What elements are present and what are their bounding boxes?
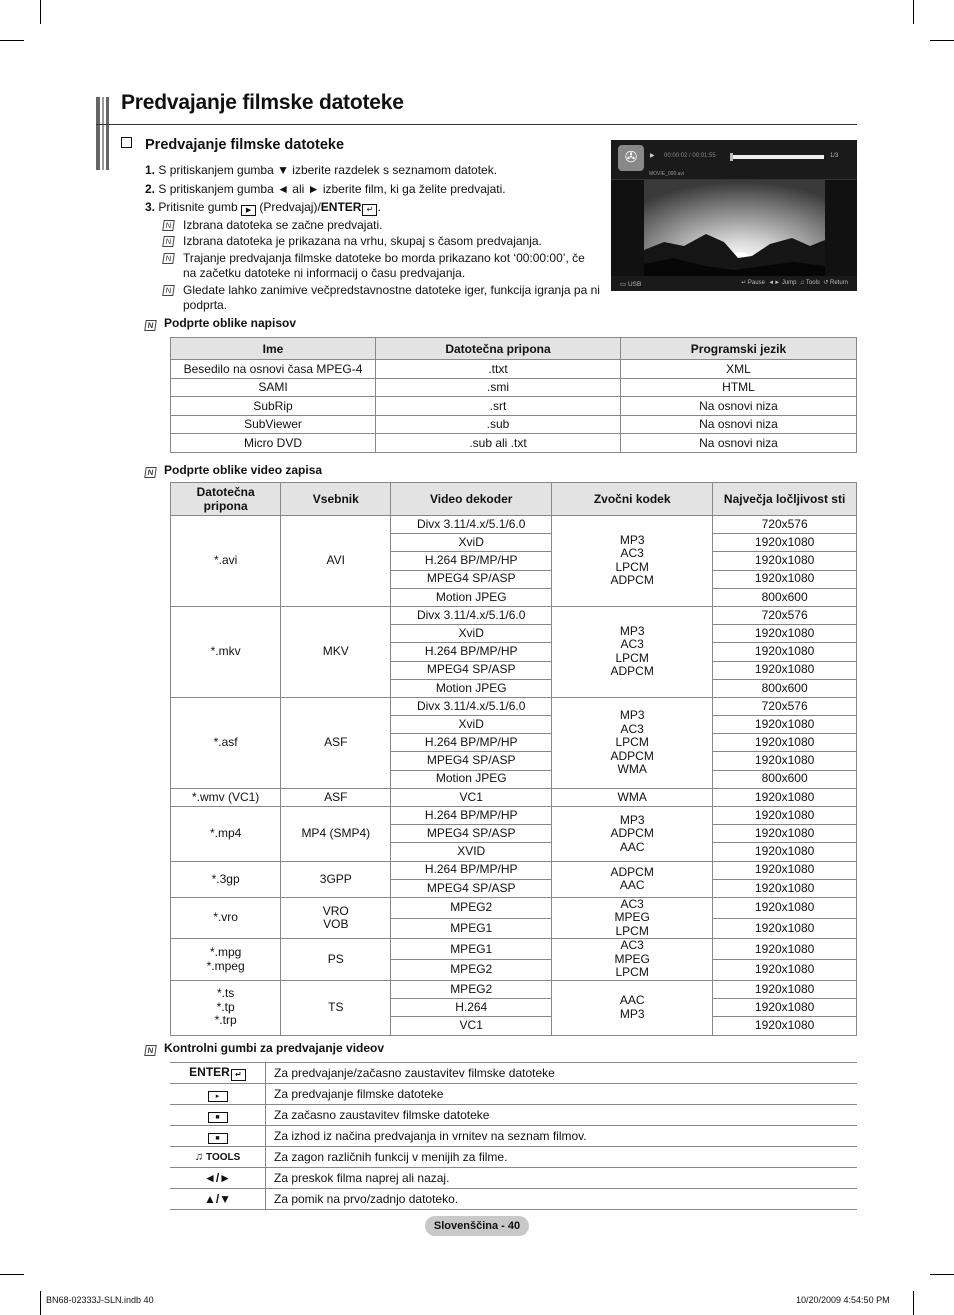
cell-resolution: 1920x1080 (713, 939, 857, 960)
table-header: Zvočni kodek (552, 483, 713, 516)
cell-ext: *.wmv (VC1) (171, 788, 281, 806)
usb-icon: ▭ (620, 281, 627, 288)
table-cell: SubViewer (171, 415, 376, 434)
player-bottom-bar (611, 276, 857, 291)
control-description: Za pomik na prvo/zadnjo datoteko. (266, 1189, 858, 1210)
enter-icon: ↵ (741, 280, 747, 286)
table-cell: .sub (376, 415, 621, 434)
print-date: 10/20/2009 4:54:50 PM (796, 1295, 890, 1305)
table-header: Datotečna pripona (376, 338, 621, 360)
cell-resolution: 1920x1080 (713, 843, 857, 861)
cell-ext: *.avi (171, 516, 281, 607)
note-icon: N (144, 1045, 157, 1056)
table-header: Vsebnik (281, 483, 391, 516)
usb-source: ▭ USB (620, 281, 642, 288)
return-icon: ↺ (823, 280, 829, 286)
control-description: Za izhod iz načina predvajanja in vrnitev na seznam filmov. (266, 1126, 858, 1147)
movie-player-screenshot (611, 140, 857, 291)
play-button-icon: ▸ (208, 1091, 228, 1102)
cell-resolution: 800x600 (713, 679, 857, 697)
table-row (171, 697, 857, 715)
table-cell: .srt (376, 397, 621, 416)
note: N Izbrana datoteka je prikazana na vrhu, skupaj s časom predvajanja. (145, 234, 600, 250)
table-cell: Besedilo na osnovi časa MPEG-4 (171, 360, 376, 379)
table-row (170, 1105, 857, 1126)
cell-audio-codec: WMA (552, 788, 713, 806)
table-cell: Na osnovi niza (621, 415, 857, 434)
table-cell: .smi (376, 378, 621, 397)
table-row (171, 397, 857, 416)
table-cell: Na osnovi niza (621, 434, 857, 453)
cell-audio-codec: AAC MP3 (552, 980, 713, 1035)
video-formats-heading: N Podprte oblike video zapisa (145, 463, 322, 478)
stop-button-icon: ■ (208, 1133, 228, 1144)
table-header: Ime (171, 338, 376, 360)
crop-mark (0, 1274, 24, 1275)
cell-resolution: 1920x1080 (713, 1017, 857, 1035)
table-row (171, 939, 857, 960)
control-description: Za predvajanje filmske datoteke (266, 1084, 858, 1105)
cell-video-decoder: MPEG4 SP/ASP (391, 752, 552, 770)
table-row (171, 897, 857, 918)
cell-video-decoder: MPEG4 SP/ASP (391, 570, 552, 588)
table-cell: .ttxt (376, 360, 621, 379)
crop-mark (913, 1291, 914, 1315)
cell-video-decoder: H.264 BP/MP/HP (391, 552, 552, 570)
table-header: Največja ločljivost sti (713, 483, 857, 516)
cell-video-decoder: XVID (391, 843, 552, 861)
cell-video-decoder: MPEG4 SP/ASP (391, 879, 552, 897)
crop-mark (930, 1274, 954, 1275)
cell-container: MKV (281, 606, 391, 697)
controls-table (170, 1062, 857, 1210)
player-top-bar (611, 140, 857, 180)
cell-video-decoder: XviD (391, 625, 552, 643)
cell-video-decoder: XviD (391, 534, 552, 552)
cell-video-decoder: MPEG2 (391, 960, 552, 981)
note: N Trajanje predvajanja filmske datoteke bo morda prikazano kot ‘00:00:00’, če na začetku datoteke ni informacij o času predvajanja. (145, 251, 600, 282)
player-controls-hint: ↵ Pause ◄► Jump ♫ Tools ↺ Return (741, 280, 848, 286)
table-row (171, 807, 857, 825)
controls-heading: N Kontrolni gumbi za predvajanje videov (145, 1041, 384, 1056)
cell-video-decoder: H.264 (391, 999, 552, 1017)
cell-resolution: 1920x1080 (713, 625, 857, 643)
file-name: MOVIE_000.avi (649, 171, 685, 177)
cell-audio-codec: MP3 ADPCM AAC (552, 807, 713, 862)
table-header: Video dekoder (391, 483, 552, 516)
table-row (171, 360, 857, 379)
cell-video-decoder: Motion JPEG (391, 588, 552, 606)
title-rule (96, 124, 857, 125)
table-row (170, 1189, 857, 1210)
cell-video-decoder: MPEG2 (391, 897, 552, 918)
section-heading: Predvajanje filmske datoteke (121, 137, 344, 153)
table-row (171, 434, 857, 453)
cell-resolution: 1920x1080 (713, 999, 857, 1017)
tools-icon: ♫ (799, 280, 805, 286)
table-cell: Micro DVD (171, 434, 376, 453)
cell-container: ASF (281, 697, 391, 788)
table-row (171, 861, 857, 879)
video-formats-table (170, 482, 857, 1036)
cell-audio-codec: MP3 AC3 LPCM ADPCM (552, 516, 713, 607)
cell-resolution: 1920x1080 (713, 661, 857, 679)
cell-resolution: 1920x1080 (713, 552, 857, 570)
cell-audio-codec: MP3 AC3 LPCM ADPCM WMA (552, 697, 713, 788)
cell-resolution: 1920x1080 (713, 861, 857, 879)
note: N Gledate lahko zanimive večpredstavnostne datoteke iger, funkcija igranja pa ni podprta. (145, 283, 600, 314)
step-3: 3. Pritisnite gumb ▶ (Predvajaj)/ENTER ↵ . (145, 200, 381, 214)
cell-ext: *.mp4 (171, 807, 281, 862)
key-label: ENTER (189, 1065, 230, 1079)
cell-resolution: 1920x1080 (713, 570, 857, 588)
table-row (171, 980, 857, 998)
cell-resolution: 1920x1080 (713, 643, 857, 661)
table-cell: Na osnovi niza (621, 397, 857, 416)
cell-video-decoder: MPEG1 (391, 939, 552, 960)
table-row (171, 606, 857, 624)
cell-container: 3GPP (281, 861, 391, 897)
cell-video-decoder: H.264 BP/MP/HP (391, 861, 552, 879)
control-description: Za zagon različnih funkcij v menijih za filme. (266, 1147, 858, 1168)
steps-list (145, 161, 600, 314)
page-number: Slovenščina - 40 (425, 1216, 529, 1236)
tools-icon: ♫ (194, 1151, 207, 1163)
control-description: Za predvajanje/začasno zaustavitev filmske datoteke (266, 1063, 858, 1084)
note-icon: N (162, 253, 175, 264)
control-description: Za začasno zaustavitev filmske datoteke (266, 1105, 858, 1126)
cell-video-decoder: H.264 BP/MP/HP (391, 643, 552, 661)
play-icon: ▶ (650, 153, 655, 159)
control-description: Za preskok filma naprej ali nazaj. (266, 1168, 858, 1189)
page-title: Predvajanje filmske datoteke (121, 91, 404, 114)
cell-ext: *.mpg *.mpeg (171, 939, 281, 981)
play-key-icon: ▶ (241, 205, 256, 216)
cell-audio-codec: MP3 AC3 LPCM ADPCM (552, 606, 713, 697)
subtitles-table (170, 337, 857, 453)
control-key (170, 1084, 266, 1105)
cell-video-decoder: Divx 3.11/4.x/5.1/6.0 (391, 516, 552, 534)
cell-resolution: 1920x1080 (713, 825, 857, 843)
cell-ext: *.mkv (171, 606, 281, 697)
control-key (170, 1147, 266, 1168)
cell-resolution: 1920x1080 (713, 716, 857, 734)
control-key (170, 1168, 266, 1189)
cell-video-decoder: MPEG4 SP/ASP (391, 825, 552, 843)
cell-resolution: 1920x1080 (713, 752, 857, 770)
cell-video-decoder: Motion JPEG (391, 770, 552, 788)
cell-video-decoder: MPEG2 (391, 980, 552, 998)
cell-audio-codec: ADPCM AAC (552, 861, 713, 897)
pause-button-icon: ■ (208, 1112, 228, 1123)
cell-resolution: 1920x1080 (713, 897, 857, 918)
cell-resolution: 720x576 (713, 606, 857, 624)
crop-mark (0, 40, 24, 41)
subtitles-heading: N Podprte oblike napisov (145, 316, 296, 331)
checkbox-icon (121, 137, 132, 148)
cell-resolution: 1920x1080 (713, 960, 857, 981)
cell-container: MP4 (SMP4) (281, 807, 391, 862)
table-cell: .sub ali .txt (376, 434, 621, 453)
cell-resolution: 800x600 (713, 770, 857, 788)
cell-video-decoder: Divx 3.11/4.x/5.1/6.0 (391, 697, 552, 715)
table-row (171, 788, 857, 806)
cell-video-decoder: Divx 3.11/4.x/5.1/6.0 (391, 606, 552, 624)
note-icon: N (162, 285, 175, 296)
cell-resolution: 1920x1080 (713, 788, 857, 806)
crop-mark (930, 40, 954, 41)
note-icon: N (144, 467, 157, 478)
table-row (171, 516, 857, 534)
table-row (170, 1147, 857, 1168)
note-icon: N (144, 320, 157, 331)
table-cell: SubRip (171, 397, 376, 416)
cell-ext: *.vro (171, 897, 281, 939)
cell-container: PS (281, 939, 391, 981)
cell-resolution: 1920x1080 (713, 918, 857, 939)
table-header: Datotečna pripona (171, 483, 281, 516)
step-1: 1. S pritiskanjem gumba ▼ izberite razdelek s seznamom datotek. (145, 163, 498, 177)
note-icon: N (162, 236, 175, 247)
crop-mark (913, 0, 914, 24)
left-right-icon: ◄► (768, 280, 781, 286)
cell-resolution: 1920x1080 (713, 734, 857, 752)
table-cell: HTML (621, 378, 857, 397)
cell-video-decoder: VC1 (391, 788, 552, 806)
cell-resolution: 1920x1080 (713, 807, 857, 825)
cell-video-decoder: MPEG4 SP/ASP (391, 661, 552, 679)
file-info: BN68-02333J-SLN.indb 40 (46, 1295, 154, 1305)
cell-resolution: 1920x1080 (713, 879, 857, 897)
table-row (170, 1063, 857, 1084)
cell-container: AVI (281, 516, 391, 607)
playback-time: 00:00:02 / 00:01:55 (664, 153, 716, 159)
cell-resolution: 800x600 (713, 588, 857, 606)
cell-video-decoder: H.264 BP/MP/HP (391, 807, 552, 825)
cell-container: TS (281, 980, 391, 1035)
title-decoration (96, 97, 110, 170)
table-header: Programski jezik (621, 338, 857, 360)
cell-audio-codec: AC3 MPEG LPCM (552, 897, 713, 939)
step-2: 2. S pritiskanjem gumba ◄ ali ► izberite film, ki ga želite predvajati. (145, 181, 506, 196)
cell-video-decoder: MPEG1 (391, 918, 552, 939)
enter-icon: ↵ (231, 1069, 246, 1081)
note: N Izbrana datoteka se začne predvajati. (145, 218, 600, 234)
table-cell: SAMI (171, 378, 376, 397)
cell-container: VRO VOB (281, 897, 391, 939)
cell-resolution: 720x576 (713, 697, 857, 715)
crop-mark (40, 1291, 41, 1315)
cell-video-decoder: XviD (391, 716, 552, 734)
key-label: ◄/► (203, 1171, 232, 1185)
cell-audio-codec: AC3 MPEG LPCM (552, 939, 713, 981)
cell-video-decoder: VC1 (391, 1017, 552, 1035)
cell-video-decoder: H.264 BP/MP/HP (391, 734, 552, 752)
film-reel-icon: ✇ (618, 145, 644, 171)
cell-ext: *.asf (171, 697, 281, 788)
table-row (170, 1126, 857, 1147)
key-label: TOOLS (206, 1152, 241, 1163)
file-count: 1/3 (830, 153, 839, 159)
control-key (170, 1063, 266, 1084)
cell-resolution: 1920x1080 (713, 980, 857, 998)
table-row (170, 1084, 857, 1105)
control-key (170, 1189, 266, 1210)
note-icon: N (162, 220, 175, 231)
table-row (171, 415, 857, 434)
cell-ext: *.ts *.tp *.trp (171, 980, 281, 1035)
progress-bar (730, 155, 824, 159)
cell-resolution: 1920x1080 (713, 534, 857, 552)
control-key (170, 1126, 266, 1147)
table-cell: XML (621, 360, 857, 379)
enter-icon: ↵ (362, 204, 377, 216)
sunset-image (644, 180, 825, 278)
cell-ext: *.3gp (171, 861, 281, 897)
cell-resolution: 720x576 (713, 516, 857, 534)
cell-video-decoder: Motion JPEG (391, 679, 552, 697)
crop-mark (40, 0, 41, 24)
key-label: ▲/▼ (203, 1192, 232, 1206)
table-row (171, 378, 857, 397)
cell-container: ASF (281, 788, 391, 806)
table-row (170, 1168, 857, 1189)
control-key (170, 1105, 266, 1126)
